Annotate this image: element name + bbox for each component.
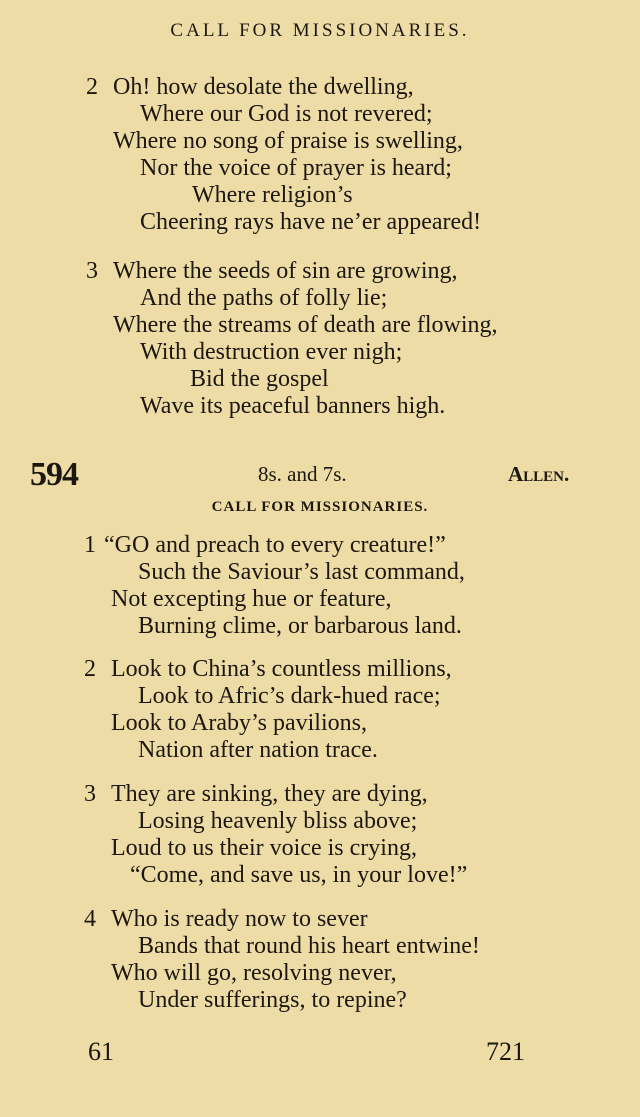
verse-line: Losing heavenly bliss above; — [138, 808, 418, 834]
verse-line: Loud to us their voice is crying, — [111, 835, 417, 861]
verse-line: Look to China’s countless millions, — [111, 656, 452, 682]
verse-line: Such the Saviour’s last command, — [138, 559, 465, 585]
verse-line: Nation after nation trace. — [138, 737, 378, 763]
verse-line: Bands that round his heart entwine! — [138, 933, 480, 959]
verse-line: Where our God is not revered; — [140, 101, 433, 127]
verse-line: Burning clime, or barbarous land. — [138, 613, 462, 639]
page-number: 721 — [486, 1037, 525, 1066]
stanza-number: 2 — [84, 656, 96, 682]
running-title: CALL FOR MISSIONARIES. — [170, 20, 470, 41]
verse-line: “GO and preach to every creature!” — [104, 532, 446, 558]
stanza-number: 4 — [84, 906, 96, 932]
tune-name: Allen. — [508, 462, 570, 486]
stanza-number: 3 — [86, 258, 98, 284]
signature-mark: 61 — [88, 1037, 114, 1066]
hymn-meter: 8s. and 7s. — [258, 462, 347, 486]
verse-line: Where the streams of death are flowing, — [113, 312, 498, 338]
verse-line: Who is ready now to sever — [111, 906, 368, 932]
stanza-number: 3 — [84, 781, 96, 807]
verse-line: Oh! how desolate the dwelling, — [113, 74, 414, 100]
verse-line: Where no song of praise is swelling, — [113, 128, 463, 154]
verse-line: Cheering rays have ne’er appeared! — [140, 209, 482, 235]
verse-line: With destruction ever nigh; — [140, 339, 403, 365]
verse-line: And the paths of folly lie; — [140, 285, 388, 311]
verse-line: Nor the voice of prayer is heard; — [140, 155, 452, 181]
verse-line: They are sinking, they are dying, — [111, 781, 428, 807]
verse-line: Bid the gospel — [190, 366, 329, 392]
verse-line: Not excepting hue or feature, — [111, 586, 392, 612]
hymn-number: 594 — [30, 456, 78, 493]
hymn-title: CALL FOR MISSIONARIES. — [211, 499, 429, 515]
verse-line: Wave its peaceful banners high. — [140, 393, 446, 419]
verse-line: Look to Araby’s pavilions, — [111, 710, 367, 736]
verse-line: Where the seeds of sin are growing, — [113, 258, 458, 284]
verse-line: Where religion’s — [192, 182, 353, 208]
verse-line: Under sufferings, to repine? — [138, 987, 407, 1013]
verse-line: Look to Afric’s dark-hued race; — [138, 683, 441, 709]
stanza-number: 1 — [84, 532, 96, 558]
verse-line: “Come, and save us, in your love!” — [130, 862, 468, 888]
stanza-number: 2 — [86, 74, 98, 100]
verse-line: Who will go, resolving never, — [111, 960, 397, 986]
